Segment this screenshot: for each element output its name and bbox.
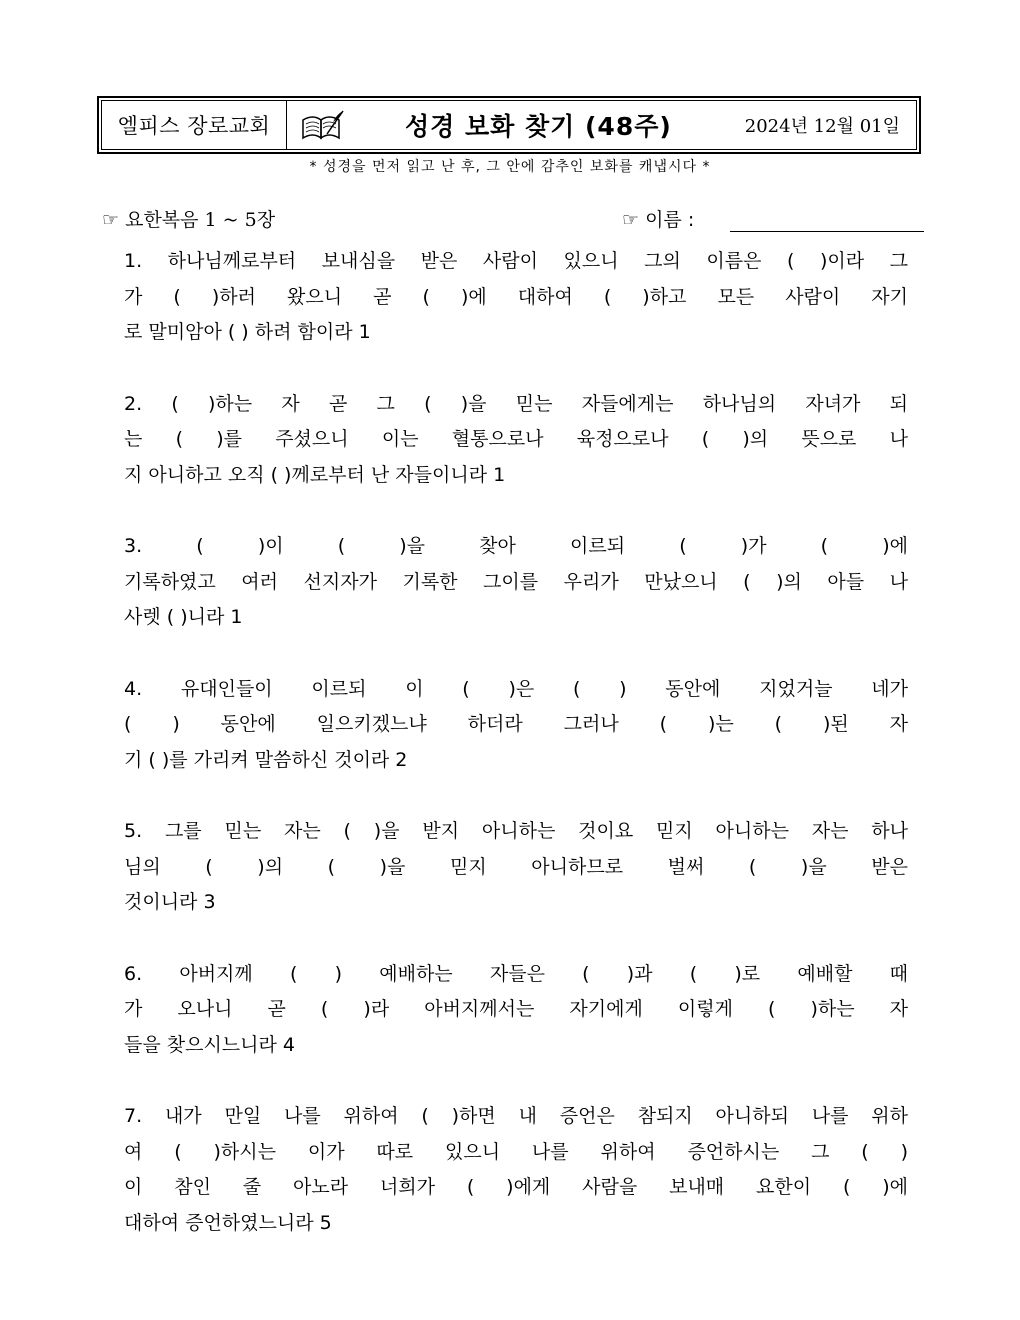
question-3	[124, 529, 908, 636]
question-line: 이 참인 줄 아노라 너희가 ( )에게 사람을 보내매 요한이 ( )에	[124, 1176, 908, 1198]
question-list	[124, 244, 908, 1277]
question-line: 로 말미암아 ( ) 하려 함이라 1	[124, 321, 371, 343]
question-4	[124, 672, 908, 779]
question-line: 1. 하나님께로부터 보내심을 받은 사람이 있으니 그의 이름은 ( )이라 그	[124, 250, 908, 272]
question-5	[124, 814, 908, 921]
question-line: 여 ( )하시는 이가 따로 있으니 나를 위하여 증언하시는 그 ( )	[124, 1140, 908, 1163]
question-line: 대하여 증언하였느니라 5	[124, 1211, 332, 1234]
question-line: 기 ( )를 가리켜 말씀하신 것이라 2	[124, 748, 408, 771]
question-line: 사렛 ( )니라 1	[124, 606, 243, 628]
instruction-text: * 성경을 먼저 읽고 난 후, 그 안에 감추인 보화를 캐냅시다 *	[309, 159, 711, 175]
header-inner	[101, 100, 917, 150]
question-line: 6. 아버지께 ( ) 예배하는 자들은 ( )과 ( )로 예배할 때	[124, 962, 908, 985]
question-line: 는 ( )를 주셨으니 이는 혈통으로나 육정으로나 ( )의 뜻으로 나	[124, 428, 908, 450]
section-row	[102, 205, 924, 235]
question-line: 기록하였고 여러 선지자가 기록한 그이를 우리가 만났으니 ( )의 아들 나	[124, 570, 908, 593]
question-line: 2. ( )하는 자 곧 그 ( )을 믿는 자들에게는 하나님의 자녀가 되	[124, 392, 908, 415]
question-line: 가 ( )하러 왔으니 곧 ( )에 대하여 ( )하고 모든 사람이 자기	[124, 285, 908, 308]
date: 2024년 12월 01일	[744, 116, 900, 137]
question-line: 5. 그를 믿는 자는 ( )을 받지 아니하는 것이요 믿지 아니하는 자는 하나	[124, 820, 908, 842]
name-input-line[interactable]	[730, 231, 924, 232]
open-book-with-quill-icon	[295, 108, 349, 142]
book-range-text: 요한복음 1 ~ 5장	[125, 209, 276, 231]
question-line: 4. 유대인들이 이르되 이 ( )은 ( ) 동안에 지었거늘 네가	[124, 677, 908, 700]
question-line: 가 오나니 곧 ( )라 아버지께서는 자기에게 이렇게 ( )하는 자	[124, 998, 908, 1020]
pointer-icon: ☞	[102, 209, 120, 231]
question-line: 들을 찾으시느니라 4	[124, 1033, 295, 1056]
question-line: ( ) 동안에 일으키겠느냐 하더라 그러나 ( )는 ( )된 자	[124, 713, 908, 735]
book-range	[102, 205, 275, 232]
question-line: 것이니라 3	[124, 891, 216, 913]
header-box	[97, 96, 921, 154]
question-line: 3. ( )이 ( )을 찾아 이르되 ( )가 ( )에	[124, 535, 908, 557]
question-line: 7. 내가 만일 나를 위하여 ( )하면 내 증언은 참되지 아니하되 나를 위하	[124, 1105, 908, 1127]
question-7	[124, 1099, 908, 1241]
question-6	[124, 957, 908, 1064]
question-2	[124, 387, 908, 494]
question-line: 님의 ( )의 ( )을 믿지 아니하므로 벌써 ( )을 받은	[124, 855, 908, 878]
question-1	[124, 244, 908, 351]
name-label: ☞ 이름 :	[622, 209, 695, 231]
question-line: 지 아니하고 오직 ( )께로부터 난 자들이니라 1	[124, 463, 506, 486]
page-title: 성경 보화 찾기 (48주)	[405, 112, 672, 141]
church-name: 엘피스 장로교회	[102, 101, 287, 149]
